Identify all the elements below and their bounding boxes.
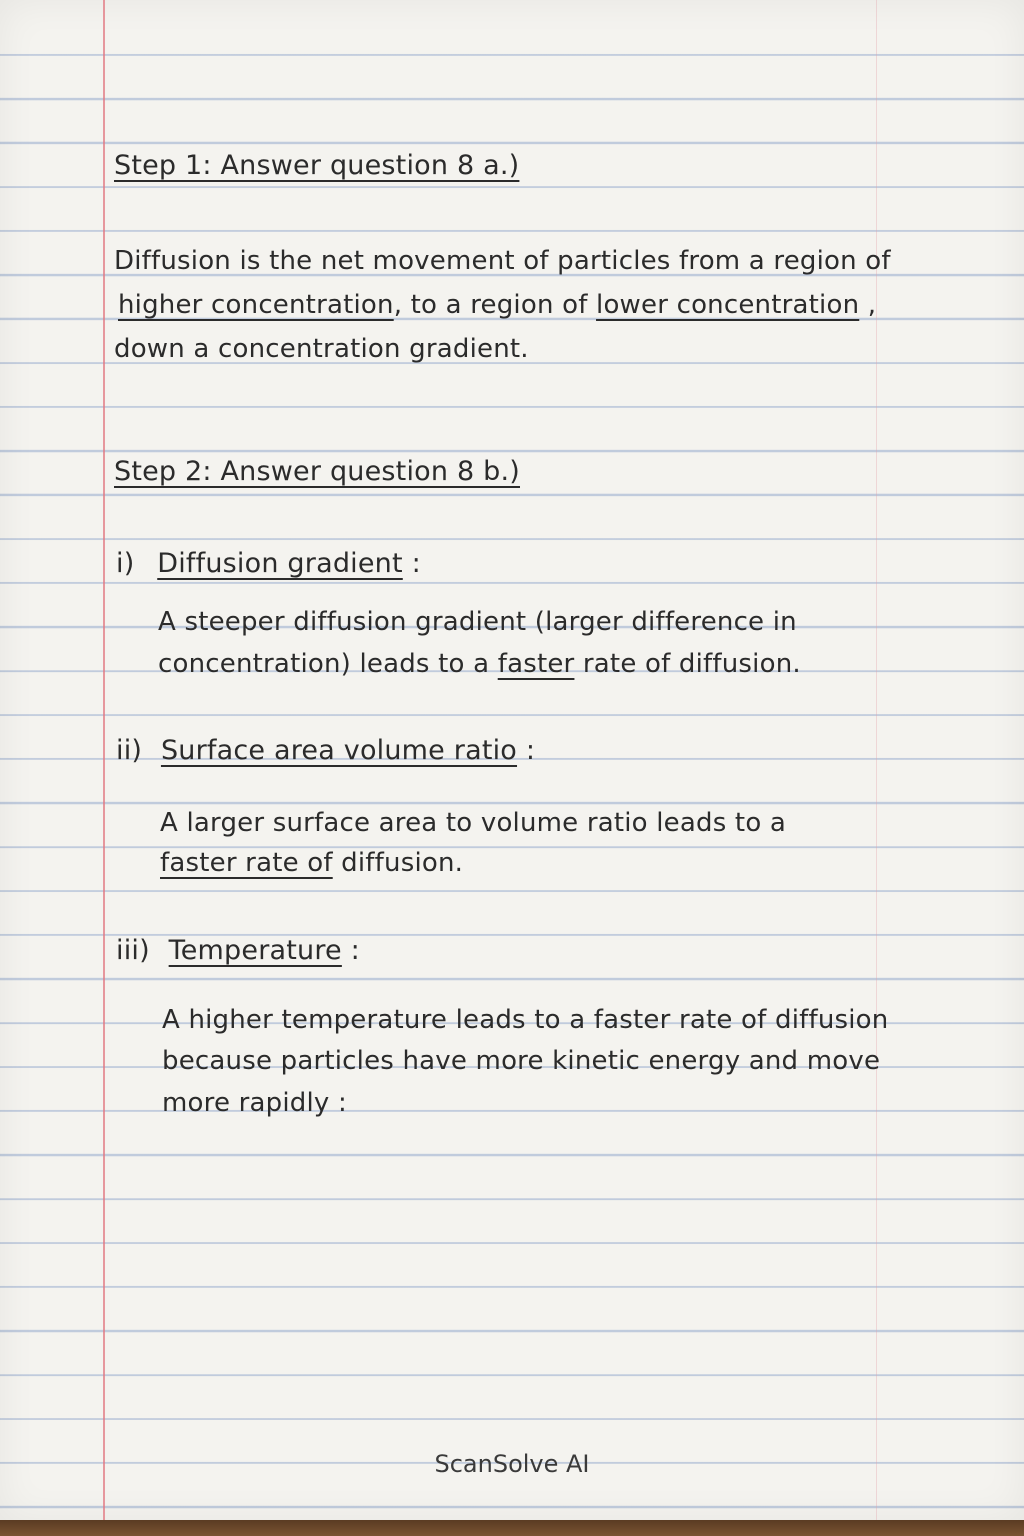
item-2-title: Surface area volume ratio [160,735,518,766]
item-1-line2 [158,649,801,679]
item-3-heading [116,935,360,966]
item-3-title: Temperature [168,935,342,966]
item-2-line2 [160,848,463,878]
item-2-marker: ii) [116,735,143,766]
item-1-line1: A steeper diffusion gradient (larger difference in [158,607,797,637]
step2-heading: Step 2: Answer question 8 b.) [114,456,520,487]
item-2-colon: : [517,735,536,766]
item-3-line1: A higher temperature leads to a faster rate of diffusion [162,1005,889,1035]
item-2-heading [116,735,535,766]
lower-concentration: lower concentration [596,290,860,320]
step1-line3: down a concentration gradient. [114,334,529,364]
item-3-line3: more rapidly : [162,1088,347,1118]
item-3-colon: : [341,935,360,966]
desk-surface [0,1520,1024,1536]
higher-concentration: higher concentration [118,290,394,320]
step1-heading: Step 1: Answer question 8 a.) [114,150,520,181]
step1-line1: Diffusion is the net movement of particles from a region of [114,246,891,276]
item-1-colon: : [402,548,421,579]
step1-line2-end: , [859,290,877,320]
step1-line2 [118,290,876,320]
item-2-line1: A larger surface area to volume ratio leads to a [160,808,787,838]
item-3-line2: because particles have more kinetic energy and move [162,1046,881,1076]
step1-line2-middle: , to a region of [393,290,597,320]
item-2-faster-rate: faster rate of [160,848,333,878]
footer-watermark: ScanSolve AI [434,1450,590,1478]
item-1-heading [116,548,421,579]
item-1-title: Diffusion gradient [157,548,403,579]
item-1-marker: i) [116,548,135,579]
margin-line [103,0,105,1520]
right-margin-line [876,0,877,1520]
item-1-faster: faster [497,649,575,679]
item-3-marker: iii) [116,935,150,966]
item-1-line2-start: concentration) leads to a [158,649,498,679]
item-1-line2-end: rate of diffusion. [574,649,801,679]
item-2-line2-end: diffusion. [332,848,464,878]
